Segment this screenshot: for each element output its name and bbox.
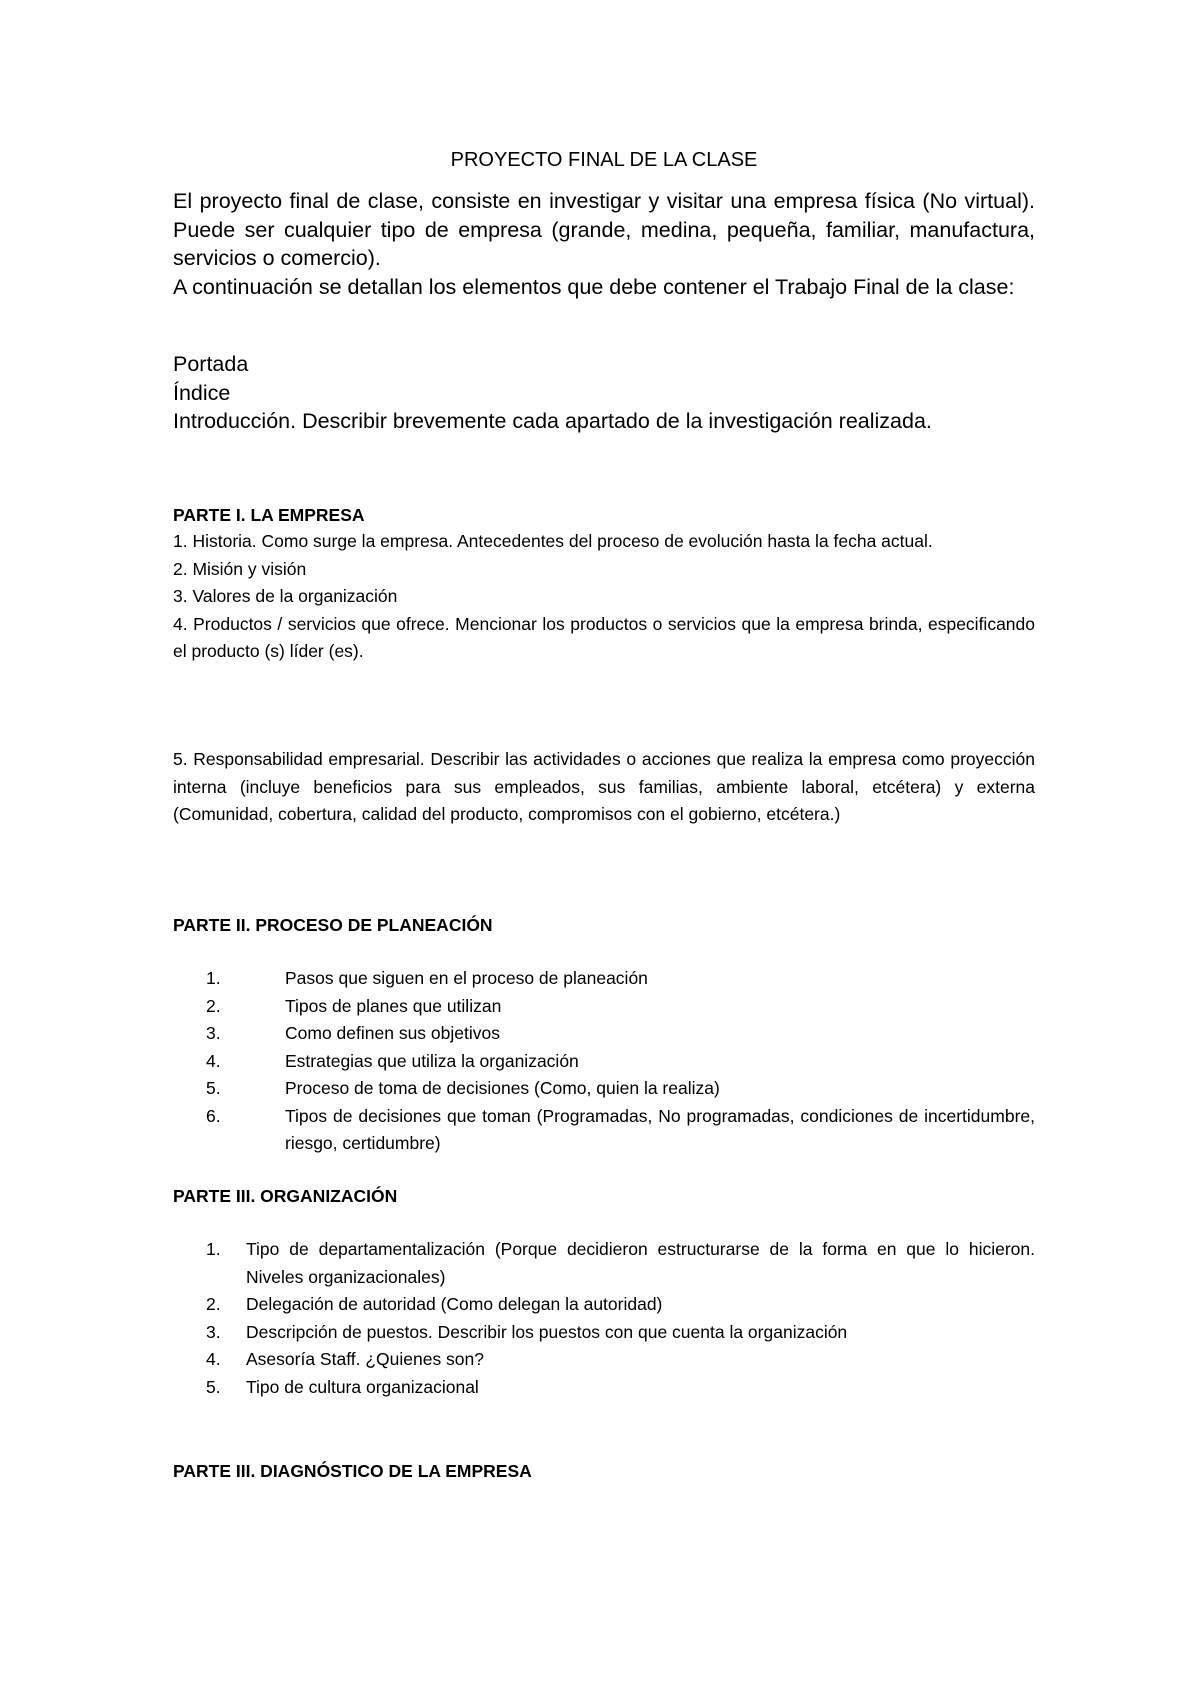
- intro-paragraph-2: A continuación se detallan los elementos que debe contener el Trabajo Final de la clase:: [173, 274, 1015, 299]
- list-item: [173, 1346, 1035, 1374]
- list-item-text: Como definen sus objetivos: [285, 1023, 500, 1043]
- list-item: [173, 965, 1035, 993]
- parte-4-heading: PARTE III. DIAGNÓSTICO DE LA EMPRESA: [173, 1461, 532, 1481]
- parte-1-item: 1. Historia. Como surge la empresa. Antecedentes del proceso de evolución hasta la fecha actual.: [173, 531, 933, 551]
- list-item: [173, 1103, 1035, 1158]
- list-number: 2.: [206, 1294, 221, 1314]
- parte-1-item: 3. Valores de la organización: [173, 586, 398, 606]
- intro-paragraph-1: El proyecto final de clase, consiste en investigar y visitar una empresa física (No virtual). Puede ser cualquier tipo de empresa (grande, medina, pequeña, familiar, manufactura, servicios o comercio).: [173, 189, 1035, 270]
- indice-item: Índice: [173, 380, 231, 405]
- parte-2-heading-block: [173, 912, 1035, 938]
- list-number: 1.: [206, 968, 221, 988]
- intro-section: [173, 187, 1035, 301]
- list-item-text: Proceso de toma de decisiones (Como, quien la realiza): [285, 1078, 720, 1098]
- parte-2-list: [173, 965, 1035, 1158]
- introduccion-item: Introducción. Describir brevemente cada apartado de la investigación realizada.: [173, 409, 932, 433]
- document-title: PROYECTO FINAL DE LA CLASE: [450, 149, 758, 171]
- parte-1-item: 4. Productos / servicios que ofrece. Mencionar los productos o servicios que la empresa brinda, especificando el producto (s) líder (es).: [173, 613, 1035, 661]
- list-item: [173, 1319, 1035, 1347]
- list-number: 3.: [206, 1321, 221, 1342]
- contents-list: [173, 350, 1035, 436]
- parte-1-item: 2. Misión y visión: [173, 558, 307, 579]
- list-number: 1.: [206, 1239, 221, 1259]
- parte-1-section: [173, 502, 1035, 666]
- list-number: 4.: [206, 1349, 221, 1369]
- portada-item: Portada: [173, 352, 249, 376]
- list-item: [173, 1236, 1035, 1291]
- responsabilidad-paragraph: 5. Responsabilidad empresarial. Describir las actividades o acciones que realiza la empresa como proyección interna (incluye beneficios para sus empleados, sus familias, ambiente laboral, etcétera) y externa (Comunidad, cobertura, calidad del producto, compromisos con el gobierno, etcétera.): [173, 749, 1035, 824]
- parte-3-heading-block: [173, 1183, 1035, 1209]
- parte-1-item-5: [173, 746, 1035, 829]
- list-item: [173, 1075, 1035, 1103]
- list-item-text: Tipo de cultura organizacional: [246, 1376, 479, 1397]
- list-item-text: Asesoría Staff. ¿Quienes son?: [246, 1349, 485, 1369]
- parte-4-heading-block: [173, 1458, 1035, 1484]
- list-item-text: Descripción de puestos. Describir los puestos con que cuenta la organización: [246, 1321, 848, 1342]
- list-item-text: Tipos de planes que utilizan: [285, 995, 502, 1016]
- list-number: 5.: [206, 1078, 221, 1098]
- list-number: 4.: [206, 1050, 221, 1071]
- list-item-text: Tipos de decisiones que toman (Programadas, No programadas, condiciones de incertidumbre, riesgo, certidumbre): [285, 1105, 1035, 1153]
- list-item: [173, 1020, 1035, 1048]
- list-item: [173, 993, 1035, 1021]
- list-number: 6.: [206, 1105, 221, 1126]
- list-number: 2.: [206, 995, 221, 1016]
- list-item: [173, 1291, 1035, 1319]
- list-item-text: Pasos que siguen en el proceso de planeación: [285, 968, 648, 988]
- list-item-text: Estrategias que utiliza la organización: [285, 1050, 579, 1071]
- list-item-text: Delegación de autoridad (Como delegan la autoridad): [246, 1294, 663, 1314]
- list-item: [173, 1374, 1035, 1402]
- list-number: 3.: [206, 1023, 221, 1043]
- list-item: [173, 1048, 1035, 1076]
- parte-3-list: [173, 1236, 1035, 1401]
- parte-2-heading: PARTE II. PROCESO DE PLANEACIÓN: [173, 915, 493, 935]
- parte-1-heading: PARTE I. LA EMPRESA: [173, 505, 365, 525]
- list-number: 5.: [206, 1376, 221, 1397]
- parte-3-heading: PARTE III. ORGANIZACIÓN: [173, 1186, 398, 1206]
- list-item-text: Tipo de departamentalización (Porque decidieron estructurarse de la forma en que lo hicieron. Niveles organizacionales): [246, 1239, 1035, 1287]
